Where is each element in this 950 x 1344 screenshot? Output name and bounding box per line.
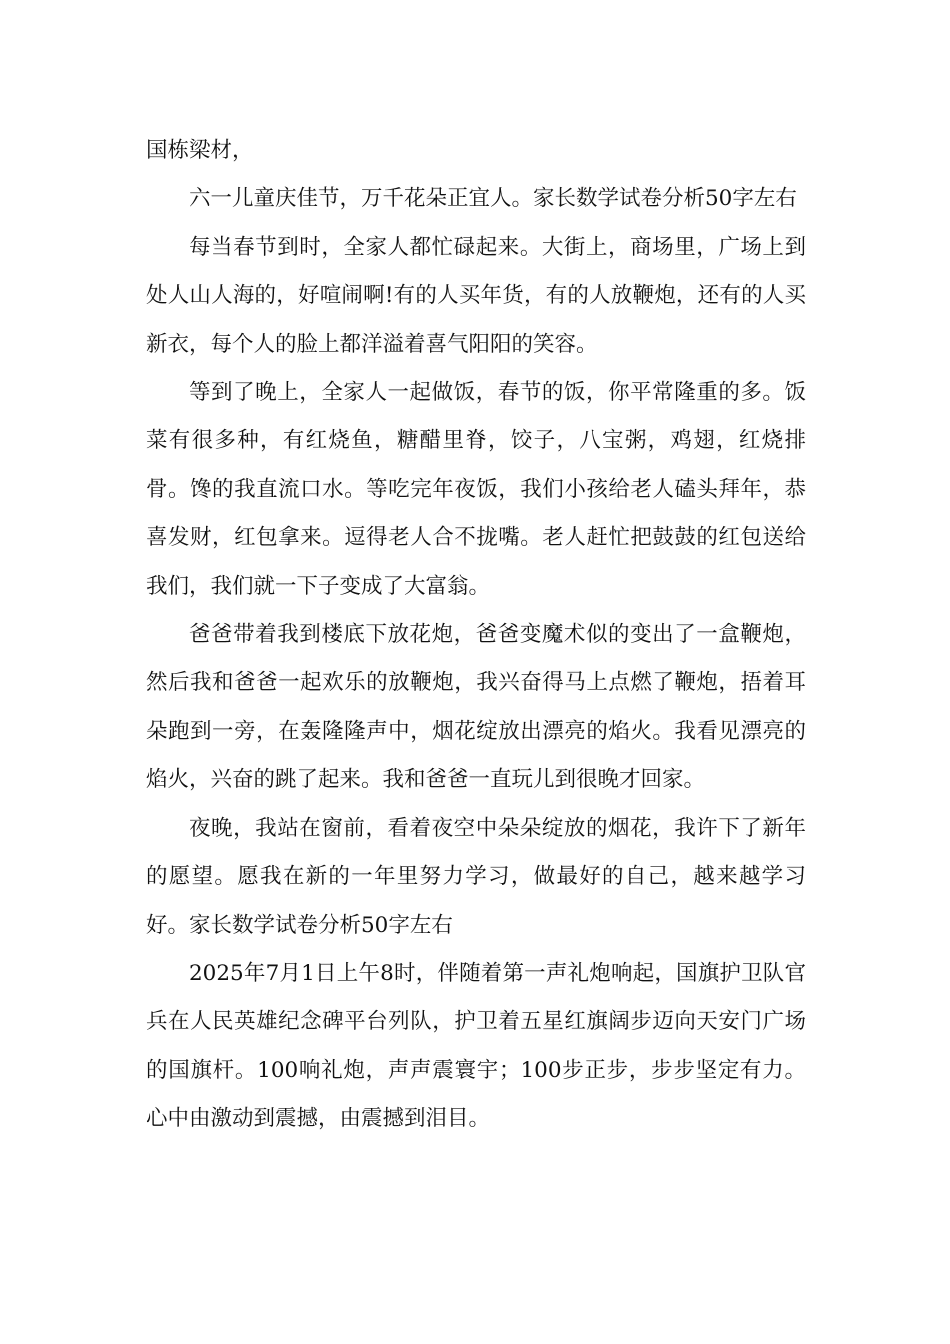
paragraph-firecrackers: 爸爸带着我到楼底下放花炮，爸爸变魔术似的变出了一盒鞭炮，然后我和爸爸一起欢乐的放鞭炮，我兴奋得马上点燃了鞭炮，捂着耳朵跑到一旁，在轰隆隆声中，烟花绽放出漂亮的焰火。我看见漂亮的焰火，兴奋的跳了起来。我和爸爸一直玩儿到很晚才回家。 [146,622,806,793]
paragraph-new-year-dinner: 等到了晚上，全家人一起做饭，春节的饭，你平常隆重的多。饭菜有很多种，有红烧鱼，糖醋里脊，饺子，八宝粥，鸡翅，红烧排骨。馋的我直流口水。等吃完年夜饭，我们小孩给老人磕头拜年，恭喜发财，红包拿来。逗得老人合不拢嘴。老人赶忙把鼓鼓的红包送给我们，我们就一下子变成了大富翁。 [146,380,806,599]
paragraph-flag-ceremony: 2025年7月1日上午8时，伴随着第一声礼炮响起，国旗护卫队官兵在人民英雄纪念碑平台列队，护卫着五星红旗阔步迈向天安门广场的国旗杆。100响礼炮，声声震寰宇；100步正步，步步坚定有力。心中由激动到震撼，由震撼到泪目。 [146,960,806,1132]
document-body [146,127,806,1144]
paragraph-childrens-day: 六一儿童庆佳节，万千花朵正宜人。家长数学试卷分析50字左右 [189,186,797,212]
paragraph-continuation: 国栋梁材， [146,138,254,163]
paragraph-new-year-wish: 夜晚，我站在窗前，看着夜空中朵朵绽放的烟花，我许下了新年的愿望。愿我在新的一年里努力学习，做最好的自己，越来越学习好。家长数学试卷分析50字左右 [146,815,806,938]
paragraph-spring-festival: 每当春节到时，全家人都忙碌起来。大街上，商场里，广场上到处人山人海的，好喧闹啊!有的人买年货，有的人放鞭炮，还有的人买新衣，每个人的脸上都洋溢着喜气阳阳的笑容。 [146,234,806,357]
